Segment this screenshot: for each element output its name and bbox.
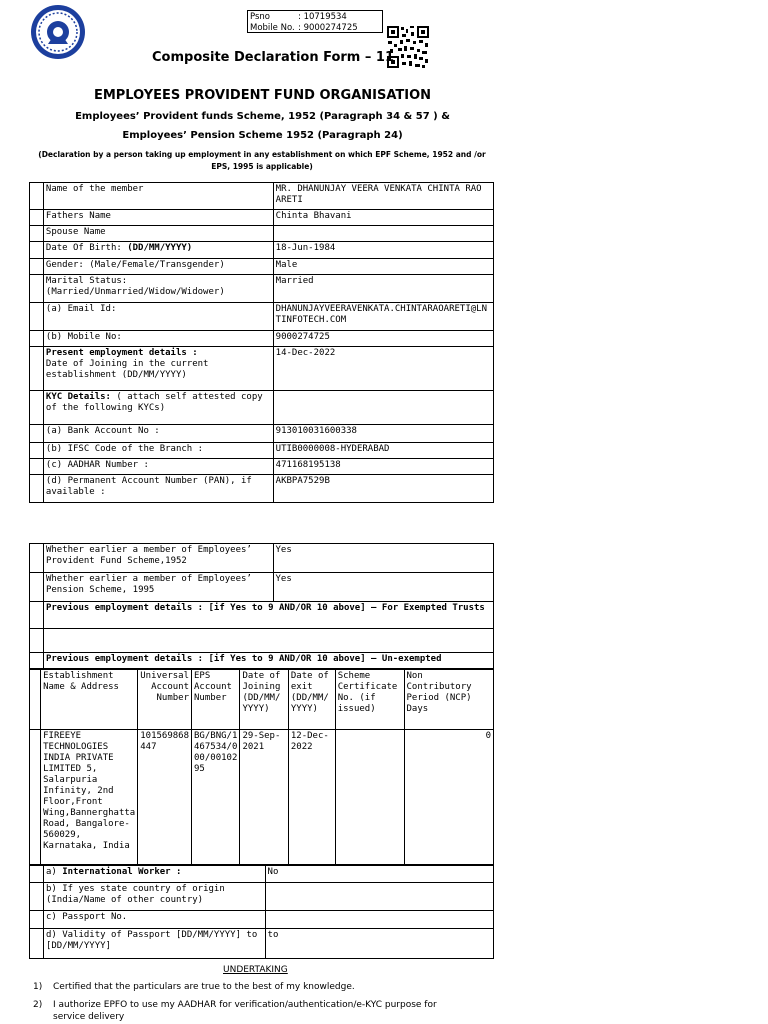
- dob-format: (DD/MM/YYYY): [127, 243, 193, 253]
- ncp-cell: 0: [404, 730, 493, 865]
- col-header-ncp: Non Contributory Period (NCP) Days: [404, 670, 493, 730]
- eps-answer: Yes: [273, 573, 493, 602]
- scheme-line-2: Employees’ Pension Scheme 1952 (Paragraph 24): [122, 130, 403, 141]
- intl-worker-value: No: [265, 866, 493, 883]
- email-value: DHANUNJAYVEERAVENKATA.CHINTARAOARETI@LNTINFOTECH.COM: [273, 303, 493, 331]
- exempted-title-text: Previous employment details : [if Yes to 9 AND/OR 10 above] – For Exempted Trusts: [45, 603, 485, 613]
- epf-question: Whether earlier a member of Employees’ Provident Fund Scheme,1952: [43, 544, 273, 573]
- undertaking-item: [33, 981, 503, 993]
- psno-label: Psno: [250, 12, 270, 22]
- previous-membership-table: [29, 543, 494, 669]
- marital-label: Marital Status: (Married/Unmarried/Widow/Widower): [43, 275, 273, 303]
- epf-answer: Yes: [273, 544, 493, 573]
- present-employment-cell: [43, 347, 273, 391]
- passport-label: c) Passport No.: [43, 911, 265, 929]
- aadhar-label: (c) AADHAR Number :: [43, 459, 273, 475]
- bank-label: (a) Bank Account No :: [43, 425, 273, 443]
- name-label: Name of the member: [43, 183, 273, 210]
- epfo-logo: [30, 4, 86, 60]
- col-header-uan: Universal Account Number: [138, 670, 192, 730]
- form-title: Composite Declaration Form – 11: [152, 50, 394, 65]
- international-worker-table: [29, 865, 494, 959]
- dob-label-text: Date Of Birth:: [45, 243, 128, 253]
- email-label: (a) Email Id:: [43, 303, 273, 331]
- doe-cell: 12-Dec-2022: [288, 730, 335, 865]
- declaration-note: (Declaration by a person taking up employment in any establishment on which EPF Scheme, 1952 and /or EPS, 1995 is applicable): [38, 150, 486, 171]
- kyc-label: ( attach self attested copy of the following KYCs): [45, 392, 263, 413]
- undertaking-text: Certified that the particulars are true to the best of my knowledge.: [53, 982, 355, 992]
- kyc-value: [273, 391, 493, 425]
- pan-value: AKBPA7529B: [273, 475, 493, 503]
- col-header-scheme-cert: Scheme Certificate No. (if issued): [335, 670, 404, 730]
- undertaking-text-cont: service delivery: [53, 1012, 125, 1022]
- aadhar-value: 471168195138: [273, 459, 493, 475]
- father-label: Fathers Name: [43, 210, 273, 226]
- gender-value: Male: [273, 259, 493, 275]
- father-value: Chinta Bhavani: [273, 210, 493, 226]
- eps-question: Whether earlier a member of Employees’ Pension Scheme, 1995: [43, 573, 273, 602]
- validity-value: to: [265, 929, 493, 959]
- undertaking-title: UNDERTAKING: [223, 965, 288, 975]
- country-value: [265, 883, 493, 911]
- intl-worker-prefix: a): [45, 867, 63, 877]
- row-index: [30, 183, 44, 210]
- passport-value: [265, 911, 493, 929]
- intl-worker-label: [43, 866, 265, 883]
- mobile-value: : 9000274725: [298, 23, 358, 33]
- scheme-cert-cell: [335, 730, 404, 865]
- undertaking-num: 1): [33, 982, 43, 992]
- member-details-table: [29, 182, 494, 503]
- exempted-empty-row: [43, 629, 493, 653]
- present-employment-label: Date of Joining in the current establishment (DD/MM/YYYY): [45, 359, 209, 380]
- validity-label: d) Validity of Passport [DD/MM/YYYY] to [DD/MM/YYYY]: [43, 929, 265, 959]
- spouse-value: [273, 226, 493, 242]
- marital-value: Married: [273, 275, 493, 303]
- undertaking-item: [33, 999, 503, 1023]
- mobile-no-value: 9000274725: [273, 331, 493, 347]
- col-header-establishment: Establishment Name & Address: [41, 670, 138, 730]
- kyc-title: KYC Details:: [45, 392, 111, 402]
- doj-cell: 29-Sep-2021: [240, 730, 288, 865]
- kyc-cell: [43, 391, 273, 425]
- dob-value: 18-Jun-1984: [273, 242, 493, 259]
- unexempted-title-text: Previous employment details : [if Yes to 9 AND/OR 10 above] – Un-exempted: [45, 654, 442, 664]
- gender-label: Gender: (Male/Female/Transgender): [43, 259, 273, 275]
- mobile-label: Mobile No.: [250, 23, 295, 33]
- pan-label: (d) Permanent Account Number (PAN), if available :: [43, 475, 273, 503]
- spouse-label: Spouse Name: [43, 226, 273, 242]
- table-row: [30, 730, 494, 865]
- establishment-cell: FIREEYE TECHNOLOGIES INDIA PRIVATE LIMITED 5, Salarpuria Infinity, 2nd Floor,Front Wing,Bannerghatta Road, Bangalore-560029, Karnataka, India: [41, 730, 138, 865]
- previous-employment-table: [29, 669, 494, 865]
- country-label: b) If yes state country of origin (India/Name of other country): [43, 883, 265, 911]
- psno-box: [247, 10, 383, 33]
- ifsc-value: UTIB0000008-HYDERABAD: [273, 443, 493, 459]
- present-employment-value: 14-Dec-2022: [273, 347, 493, 391]
- undertaking-text: I authorize EPFO to use my AADHAR for verification/authentication/e-KYC purpose for: [53, 1000, 437, 1010]
- exempted-title: [43, 602, 493, 629]
- undertaking-num: 2): [33, 1000, 43, 1010]
- uan-cell: 101569868447: [138, 730, 192, 865]
- dob-label: [43, 242, 273, 259]
- eps-cell: BG/BNG/1467534/000/0010295: [192, 730, 240, 865]
- mobile-no-label: (b) Mobile No:: [43, 331, 273, 347]
- intl-worker-label-text: International Worker :: [62, 867, 182, 877]
- name-value: MR. DHANUNJAY VEERA VENKATA CHINTA RAO ARETI: [273, 183, 493, 210]
- ifsc-label: (b) IFSC Code of the Branch :: [43, 443, 273, 459]
- present-employment-title: Present employment details :: [45, 348, 198, 358]
- col-header-eps: EPS Account Number: [192, 670, 240, 730]
- col-header-doe: Date of exit (DD/MM/ YYYY): [288, 670, 335, 730]
- col-header-doj: Date of Joining (DD/MM/ YYYY): [240, 670, 288, 730]
- unexempted-title: [43, 653, 493, 669]
- scheme-line-1: Employees’ Provident funds Scheme, 1952 (Paragraph 34 & 57 ) &: [75, 111, 450, 122]
- org-title: EMPLOYEES PROVIDENT FUND ORGANISATION: [93, 88, 432, 103]
- bank-value: 913010031600338: [273, 425, 493, 443]
- psno-value: : 10719534: [298, 12, 347, 22]
